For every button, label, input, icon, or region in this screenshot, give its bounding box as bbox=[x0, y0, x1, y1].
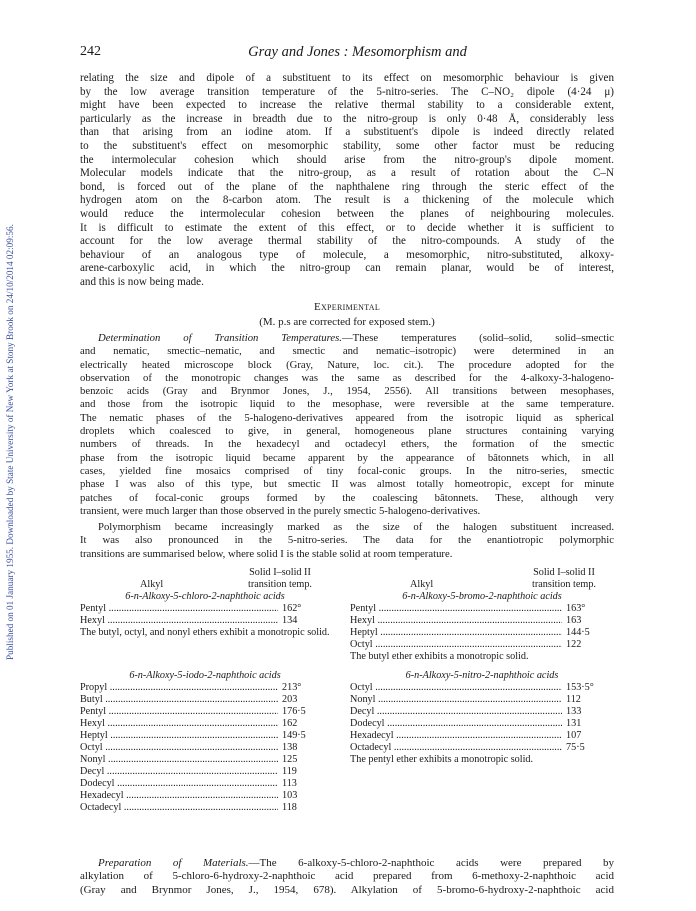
table-chloro bbox=[80, 567, 330, 639]
table-note: The butyl ether exhibits a monotropic solid. bbox=[350, 651, 529, 662]
text-line: would reduce the intermolecular cohesion between the planes of neighbouring molecules. bbox=[80, 207, 614, 220]
text-line: Polymorphism became increasingly marked as the size of the halogen substituent increased. bbox=[98, 521, 614, 533]
text-line: relating the size and dipole of a substituent to its effect on mesomorphic behaviour is given bbox=[80, 72, 614, 84]
text-line: particularly as the increase in breadth due to the nitro-group is only 0·48 Å, considerably less bbox=[80, 112, 614, 125]
paragraph-transition-temperatures bbox=[80, 332, 614, 518]
table-row: Octyl ..... 122 bbox=[350, 639, 614, 651]
text-line: observation of the monotropic changes was the same as described for the 4-alkoxy-3-halogeno- bbox=[80, 371, 614, 384]
text-line: transitions are summarised below, where solid I is the stable solid at room temperature. bbox=[80, 547, 453, 560]
table-row: Pentyl ..... 163° bbox=[350, 603, 614, 615]
text-line: hydrogen atom on the 8-carbon atom. The result is a thickening of the molecule which bbox=[80, 194, 614, 207]
table-row: Hexadecyl ..... 107 bbox=[350, 730, 614, 742]
table-row: Heptyl ..... 149·5 bbox=[80, 730, 330, 742]
text-line: and this is now being made. bbox=[80, 275, 204, 288]
column-header-solid: Solid I–solid II bbox=[533, 567, 595, 578]
text-line: the intermolecular cohesion which should arise from the nitro-group's dipole moment. bbox=[80, 153, 614, 166]
paragraph-lead: Determination of Transition Temperatures. bbox=[98, 332, 342, 344]
text-line: bond, is forced out of the plane of the naphthalene ring through the steric effect of the bbox=[80, 180, 614, 193]
text-line: behaviour of an analogous type of molecule, a mesomorphic, nitro-substituted, alkoxy- bbox=[80, 248, 614, 261]
paragraph-polymorphism bbox=[80, 521, 614, 561]
section-heading bbox=[80, 301, 614, 313]
table-nitro bbox=[350, 670, 614, 766]
table-caption: 6-n-Alkoxy-5-bromo-2-naphthoic acids bbox=[402, 591, 562, 602]
text-line: to the substituent's effect on mesomorphic stability, some other factor must be reducing bbox=[80, 139, 614, 152]
running-head: Gray and Jones : Mesomorphism and bbox=[248, 44, 467, 60]
page-header bbox=[80, 44, 615, 62]
table-caption: 6-n-Alkoxy-5-nitro-2-naphthoic acids bbox=[405, 670, 559, 681]
table-row: Decyl ..... 119 bbox=[80, 766, 330, 778]
table-row: Heptyl ..... 144·5 bbox=[350, 627, 614, 639]
table-row: Decyl ..... 133 bbox=[350, 706, 614, 718]
text-line: electrically heated microscope block (Gray, Nature, loc. cit.). The procedure adopted for the bbox=[80, 358, 614, 371]
text-line: (Gray and Brynmor Jones, J., 1954, 678). Alkylation of 5-bromo-6-hydroxy-2-naphthoic acid bbox=[80, 883, 614, 896]
column-header-solid: Solid I–solid II bbox=[249, 567, 311, 578]
text-line: alkylation of 5-chloro-6-hydroxy-2-naphthoic acid prepared from 6-methoxy-2-naphthoic acid bbox=[80, 870, 614, 883]
table-row: Butyl ..... 203 bbox=[80, 694, 330, 706]
table-row: Dodecyl ..... 131 bbox=[350, 718, 614, 730]
table-caption: 6-n-Alkoxy-5-iodo-2-naphthoic acids bbox=[129, 670, 281, 681]
text-line: than that arising from an iodine atom. If a substituent's dipole is indeed directly related bbox=[80, 126, 614, 139]
text-line: phase I was also of this type, but smectic II was almost totally homeotropic, except for minute bbox=[80, 478, 614, 491]
paragraph-discussion bbox=[80, 72, 614, 290]
table-row: Hexyl ..... 134 bbox=[80, 615, 330, 627]
experimental-note: (M. p.s are corrected for exposed stem.) bbox=[259, 316, 435, 328]
text-line: cases, yielded fine mosaics comprised of tiny focal-conic groups. In the nitro-series, smectic bbox=[80, 464, 614, 477]
text-line: arene-carboxylic acid, in which the nitro-group can remain planar, would be of interest, bbox=[80, 262, 614, 275]
text-line: It is difficult to estimate the extent of this effect, or to decide whether it is sufficient to bbox=[80, 221, 614, 234]
page-number: 242 bbox=[80, 44, 101, 59]
text-line: phase from the isotropic liquid became apparent by the appearance of bâtonnets which, in all bbox=[80, 451, 614, 464]
table-row: Dodecyl ..... 113 bbox=[80, 778, 330, 790]
column-header-transition: transition temp. bbox=[532, 579, 596, 590]
table-caption: 6-n-Alkoxy-5-chloro-2-naphthoic acids bbox=[125, 591, 285, 602]
table-row: Propyl ..... 213° bbox=[80, 682, 330, 694]
table-row: Nonyl ..... 125 bbox=[80, 754, 330, 766]
text-line: account for the low average thermal stability of the nitro-compounds. A study of the bbox=[80, 235, 614, 248]
text-line: and those from the isotropic liquid to the mesophase, were reversible at the same temperature. bbox=[80, 398, 614, 411]
text-line: by the low average transition temperature of the 5-nitro-series. The C–NO₂ dipole (4·24 μ) bbox=[80, 85, 614, 98]
column-header-transition: transition temp. bbox=[248, 579, 312, 590]
text-line: might have been expected to increase the relative thermal stability to a considerable extent, bbox=[80, 99, 614, 112]
text-line: droplets which coalesced to give, in general, homogeneous plane structures containing varying bbox=[80, 425, 614, 438]
text-line: transient, were much larger than those observed in the purely smectic 5-halogeno-derivatives. bbox=[80, 504, 481, 517]
download-watermark-text: Published on 01 January 1955. Downloaded by State University of New York at Stony Brook on 24/10/2014 02:09:56. bbox=[5, 224, 15, 660]
table-row: Hexyl ..... 162 bbox=[80, 718, 330, 730]
table-row: Hexadecyl ..... 103 bbox=[80, 790, 330, 802]
text-line: Molecular models indicate that the nitro-group, as a result of rotation about the C–N bbox=[80, 167, 614, 180]
paragraph-preparation bbox=[80, 857, 614, 897]
text-line: Preparation of Materials.—The 6-alkoxy-5-chloro-2-naphthoic acids were prepared by bbox=[98, 857, 614, 869]
experimental-heading: Experimental bbox=[313, 301, 381, 313]
text-line: Determination of Transition Temperatures.—These temperatures (solid–solid, solid–smectic bbox=[98, 332, 614, 344]
table-row: Pentyl ..... 176·5 bbox=[80, 706, 330, 718]
text-line: It was also pronounced in the 5-nitro-series. The data for the enantiotropic polymorphic bbox=[80, 534, 614, 547]
table-row: Octyl ..... 153·5° bbox=[350, 682, 614, 694]
column-header-alkyl: Alkyl bbox=[410, 579, 434, 590]
text-line: numbers of threads. In the hexadecyl and octadecyl ethers, the formation of the smectic bbox=[80, 438, 614, 451]
paragraph-lead: Preparation of Materials. bbox=[98, 857, 249, 869]
table-bromo bbox=[350, 567, 614, 663]
table-row: Pentyl ..... 162° bbox=[80, 603, 330, 615]
table-row: Octyl ..... 138 bbox=[80, 742, 330, 754]
table-row: Octadecyl ..... 75·5 bbox=[350, 742, 614, 754]
section-note bbox=[80, 316, 614, 328]
text-line: and nematic, smectic–nematic, and smectic and nematic–isotropic) were determined in an bbox=[80, 345, 614, 358]
table-iodo bbox=[80, 670, 330, 814]
table-row: Nonyl ..... 112 bbox=[350, 694, 614, 706]
download-watermark bbox=[2, 40, 16, 660]
table-note: The butyl, octyl, and nonyl ethers exhibit a monotropic solid. bbox=[80, 627, 330, 638]
column-header-alkyl: Alkyl bbox=[140, 579, 164, 590]
text-line: The nematic phases of the 5-halogeno-derivatives appeared from the isotropic liquid as spherical bbox=[80, 411, 614, 424]
table-row: Hexyl ..... 163 bbox=[350, 615, 614, 627]
text-line: benzoic acids (Gray and Brynmor Jones, J., 1954, 2556). All transitions between mesophases, bbox=[80, 385, 614, 398]
table-note: The pentyl ether exhibits a monotropic solid. bbox=[350, 754, 534, 765]
table-row: Octadecyl ..... 118 bbox=[80, 802, 330, 814]
text-line: patches of focal-conic groups formed by the coalescing bâtonnets. These, although very bbox=[80, 491, 614, 504]
